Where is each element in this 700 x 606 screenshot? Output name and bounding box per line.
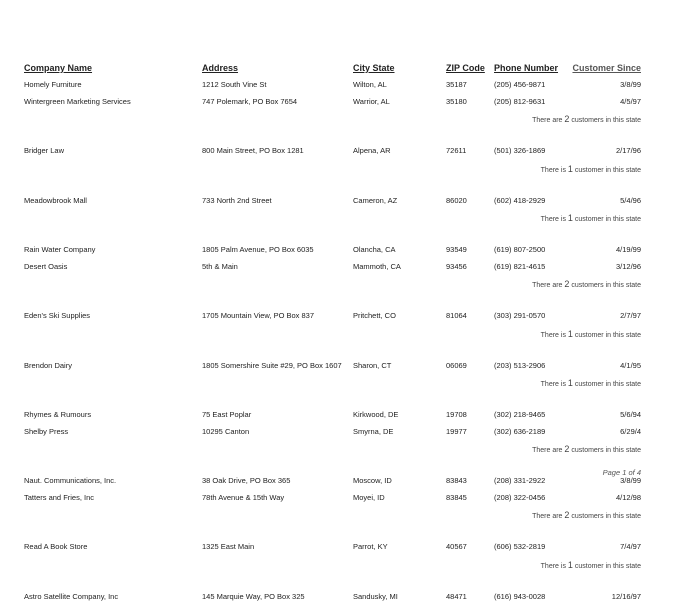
cell-phone: (303) 291-0570 <box>494 311 545 320</box>
cell-address: 747 Polemark, PO Box 7654 <box>202 97 297 106</box>
summary-suffix: customer in this state <box>573 381 641 388</box>
cell-company: Naut. Communications, Inc. <box>24 476 116 485</box>
cell-since: 2/7/97 <box>620 311 641 320</box>
cell-zip: 48471 <box>446 592 467 601</box>
state-summary-text <box>532 114 641 124</box>
cell-city: Kirkwood, DE <box>353 410 398 419</box>
summary-suffix: customers in this state <box>569 513 641 520</box>
table-row <box>0 95 700 112</box>
cell-address: 1325 East Main <box>202 542 254 551</box>
cell-company: Eden's Ski Supplies <box>24 311 90 320</box>
summary-prefix: There are <box>532 513 564 520</box>
summary-count: 2 <box>564 444 569 454</box>
cell-since: 4/5/97 <box>620 97 641 106</box>
table-row <box>0 491 700 508</box>
cell-phone: (203) 513-2906 <box>494 361 545 370</box>
cell-city: Wilton, AL <box>353 80 387 89</box>
cell-company: Brendon Dairy <box>24 361 72 370</box>
summary-prefix: There are <box>532 282 564 289</box>
summary-count: 1 <box>568 213 573 223</box>
cell-since: 3/8/99 <box>620 476 641 485</box>
cell-company: Wintergreen Marketing Services <box>24 97 131 106</box>
cell-city: Pritchett, CO <box>353 311 396 320</box>
state-summary-text <box>532 510 641 520</box>
cell-since: 12/16/97 <box>612 592 641 601</box>
cell-since: 7/4/97 <box>620 542 641 551</box>
cell-city: Warrior, AL <box>353 97 390 106</box>
cell-zip: 93456 <box>446 262 467 271</box>
cell-since: 3/12/96 <box>616 262 641 271</box>
group-spacer <box>0 524 700 541</box>
summary-suffix: customers in this state <box>569 282 641 289</box>
cell-company: Rhymes & Rumours <box>24 410 91 419</box>
state-summary <box>0 375 700 392</box>
cell-address: 1805 Somershire Suite #29, PO Box 1607 <box>202 361 342 370</box>
cell-zip: 83843 <box>446 476 467 485</box>
summary-prefix: There is <box>541 216 568 223</box>
cell-phone: (619) 821-4615 <box>494 262 545 271</box>
cell-company: Tatters and Fries, Inc <box>24 493 94 502</box>
summary-count: 2 <box>564 114 569 124</box>
cell-since: 4/12/98 <box>616 493 641 502</box>
table-row <box>0 243 700 260</box>
table-row <box>0 474 700 491</box>
cell-city: Parrot, KY <box>353 542 388 551</box>
cell-city: Smyrna, DE <box>353 427 393 436</box>
summary-count: 1 <box>568 378 573 388</box>
cell-address: 1805 Palm Avenue, PO Box 6035 <box>202 245 314 254</box>
state-summary-text <box>541 378 641 388</box>
group-spacer <box>0 227 700 244</box>
cell-phone: (208) 331-2922 <box>494 476 545 485</box>
table-row <box>0 260 700 277</box>
group-spacer <box>0 293 700 310</box>
cell-zip: 35180 <box>446 97 467 106</box>
state-summary <box>0 276 700 293</box>
page-number: Page 1 of 4 <box>603 468 641 477</box>
state-summary <box>0 111 700 128</box>
cell-company: Meadowbrook Mall <box>24 196 87 205</box>
cell-zip: 93549 <box>446 245 467 254</box>
header-city-state: City State <box>353 63 395 73</box>
header-address: Address <box>202 63 238 73</box>
summary-count: 1 <box>568 560 573 570</box>
cell-city: Moscow, ID <box>353 476 392 485</box>
summary-prefix: There are <box>532 117 564 124</box>
cell-zip: 86020 <box>446 196 467 205</box>
cell-city: Sharon, CT <box>353 361 391 370</box>
state-summary <box>0 161 700 178</box>
cell-since: 4/19/99 <box>616 245 641 254</box>
state-summary-text <box>532 444 641 454</box>
cell-address: 1705 Mountain View, PO Box 837 <box>202 311 314 320</box>
cell-since: 6/29/4 <box>620 427 641 436</box>
summary-suffix: customers in this state <box>569 447 641 454</box>
cell-zip: 19708 <box>446 410 467 419</box>
table-row <box>0 359 700 376</box>
header-customer-since: Customer Since <box>572 63 641 73</box>
cell-zip: 81064 <box>446 311 467 320</box>
cell-city: Sandusky, MI <box>353 592 398 601</box>
group-spacer <box>0 342 700 359</box>
cell-address: 75 East Poplar <box>202 410 251 419</box>
summary-prefix: There are <box>532 447 564 454</box>
cell-zip: 83845 <box>446 493 467 502</box>
summary-prefix: There is <box>541 563 568 570</box>
cell-phone: (616) 943-0028 <box>494 592 545 601</box>
cell-company: Read A Book Store <box>24 542 87 551</box>
summary-suffix: customers in this state <box>569 117 641 124</box>
cell-city: Moyei, ID <box>353 493 385 502</box>
header-zip-code: ZIP Code <box>446 63 485 73</box>
summary-prefix: There is <box>541 332 568 339</box>
summary-suffix: customer in this state <box>573 563 641 570</box>
cell-address: 1212 South Vine St <box>202 80 267 89</box>
summary-count: 1 <box>568 329 573 339</box>
cell-address: 145 Marquie Way, PO Box 325 <box>202 592 305 601</box>
state-summary-text <box>541 560 641 570</box>
table-row <box>0 78 700 95</box>
cell-since: 3/8/99 <box>620 80 641 89</box>
group-spacer <box>0 573 700 590</box>
cell-company: Shelby Press <box>24 427 68 436</box>
cell-zip: 40567 <box>446 542 467 551</box>
table-row <box>0 144 700 161</box>
cell-since: 4/1/95 <box>620 361 641 370</box>
cell-phone: (606) 532-2819 <box>494 542 545 551</box>
cell-city: Cameron, AZ <box>353 196 397 205</box>
cell-zip: 72611 <box>446 146 466 155</box>
cell-city: Olancha, CA <box>353 245 396 254</box>
cell-company: Desert Oasis <box>24 262 67 271</box>
summary-count: 1 <box>568 164 573 174</box>
header-phone-number: Phone Number <box>494 63 558 73</box>
summary-count: 2 <box>564 510 569 520</box>
cell-phone: (205) 812-9631 <box>494 97 545 106</box>
cell-since: 2/17/96 <box>616 146 641 155</box>
cell-city: Mammoth, CA <box>353 262 401 271</box>
cell-phone: (619) 807-2500 <box>494 245 545 254</box>
cell-city: Alpena, AR <box>353 146 391 155</box>
summary-count: 2 <box>564 279 569 289</box>
state-summary-text <box>541 329 641 339</box>
table-row <box>0 425 700 442</box>
cell-zip: 35187 <box>446 80 467 89</box>
summary-suffix: customer in this state <box>573 216 641 223</box>
state-summary <box>0 441 700 458</box>
cell-zip: 06069 <box>446 361 467 370</box>
cell-phone: (205) 456-9871 <box>494 80 545 89</box>
table-row <box>0 540 700 557</box>
cell-address: 10295 Canton <box>202 427 249 436</box>
state-summary <box>0 507 700 524</box>
table-row <box>0 408 700 425</box>
state-summary <box>0 557 700 574</box>
cell-company: Astro Satellite Company, Inc <box>24 592 118 601</box>
cell-zip: 19977 <box>446 427 467 436</box>
state-summary <box>0 210 700 227</box>
cell-address: 78th Avenue & 15th Way <box>202 493 284 502</box>
table-row <box>0 590 700 606</box>
state-summary-text <box>532 279 641 289</box>
cell-since: 5/6/94 <box>620 410 641 419</box>
cell-phone: (602) 418-2929 <box>494 196 545 205</box>
table-row <box>0 309 700 326</box>
customer-list <box>0 78 700 606</box>
group-spacer <box>0 392 700 409</box>
table-row <box>0 194 700 211</box>
cell-company: Bridger Law <box>24 146 64 155</box>
state-summary <box>0 326 700 343</box>
cell-address: 38 Oak Drive, PO Box 365 <box>202 476 290 485</box>
cell-company: Homely Furniture <box>24 80 82 89</box>
cell-phone: (208) 322-0456 <box>494 493 545 502</box>
summary-prefix: There is <box>541 167 568 174</box>
cell-address: 5th & Main <box>202 262 238 271</box>
cell-company: Rain Water Company <box>24 245 95 254</box>
state-summary-text <box>541 213 641 223</box>
cell-address: 800 Main Street, PO Box 1281 <box>202 146 304 155</box>
header-company-name: Company Name <box>24 63 92 73</box>
group-spacer <box>0 128 700 145</box>
group-spacer <box>0 458 700 475</box>
summary-suffix: customer in this state <box>573 167 641 174</box>
cell-phone: (302) 218-9465 <box>494 410 545 419</box>
cell-since: 5/4/96 <box>620 196 641 205</box>
cell-phone: (302) 636-2189 <box>494 427 545 436</box>
cell-address: 733 North 2nd Street <box>202 196 272 205</box>
summary-suffix: customer in this state <box>573 332 641 339</box>
group-spacer <box>0 177 700 194</box>
cell-phone: (501) 326-1869 <box>494 146 545 155</box>
state-summary-text <box>541 164 641 174</box>
summary-prefix: There is <box>541 381 568 388</box>
